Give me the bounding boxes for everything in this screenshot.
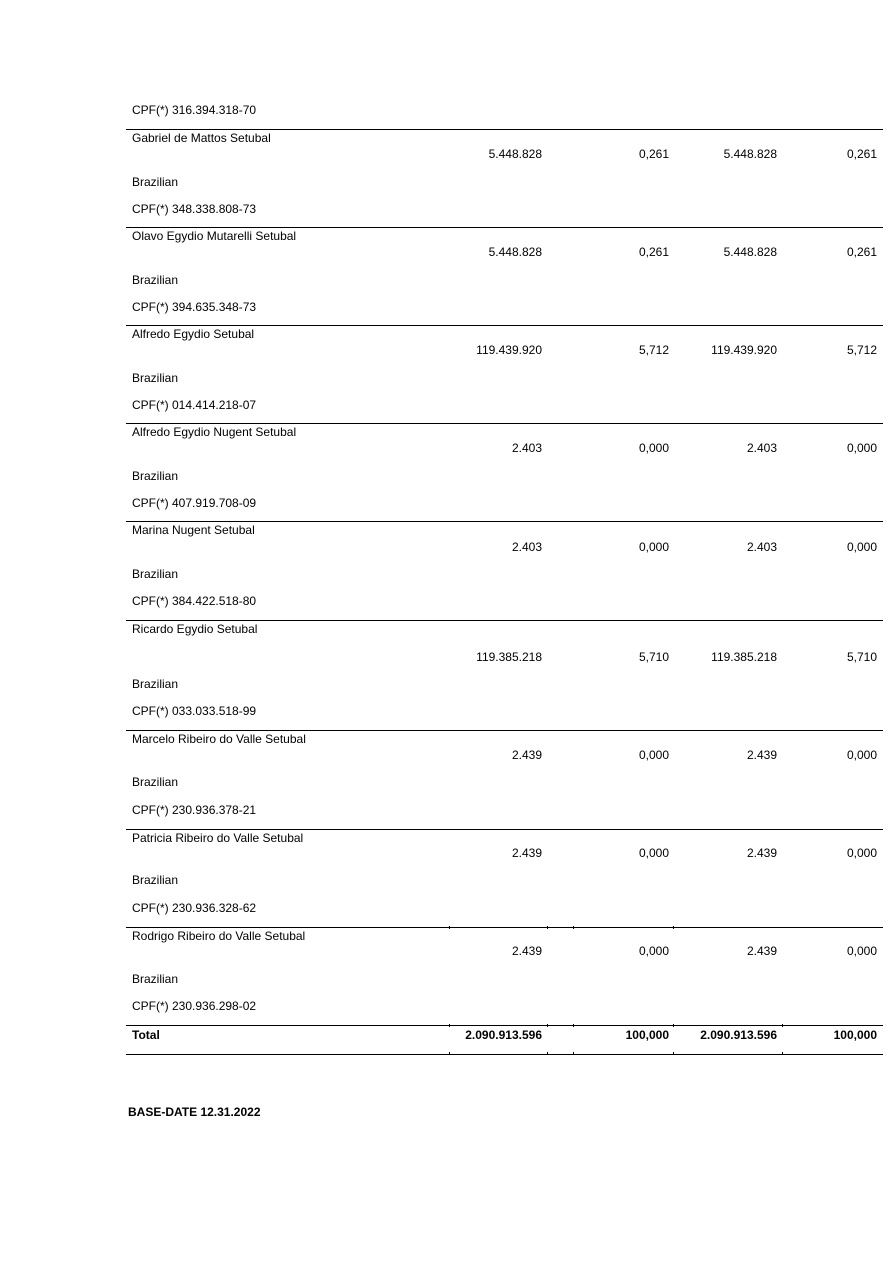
- total-percent: 5,712: [846, 343, 877, 357]
- total-percent: 5,710: [846, 650, 877, 664]
- common-percent: 0,261: [638, 245, 669, 259]
- total-percent: 0,261: [846, 147, 877, 161]
- shareholder-row: [126, 927, 883, 1025]
- cpf-number: CPF(*) 014.414.218-07: [132, 398, 257, 412]
- common-percent: 5,710: [638, 650, 669, 664]
- total-shares: 2.403: [746, 540, 777, 554]
- common-percent: 0,000: [638, 944, 669, 958]
- total-shares: 2.403: [746, 441, 777, 455]
- base-date: BASE-DATE 12.31.2022: [128, 1105, 261, 1119]
- common-percent: 0,000: [638, 748, 669, 762]
- shareholder-row: [126, 620, 883, 730]
- column-tick: [547, 1052, 548, 1055]
- cpf-number: CPF(*) 394.635.348-73: [132, 300, 257, 314]
- common-shares: 5.448.828: [488, 147, 542, 161]
- column-tick: [573, 1052, 574, 1055]
- nationality: Brazilian: [132, 972, 179, 986]
- nationality: Brazilian: [132, 873, 179, 887]
- total-common-shares: 2.090.913.596: [465, 1028, 542, 1042]
- nationality: Brazilian: [132, 371, 179, 385]
- cpf-number: CPF(*) 033.033.518-99: [132, 704, 257, 718]
- total-row: [126, 1025, 883, 1055]
- shareholder-name: Patricia Ribeiro do Valle Setubal: [132, 831, 304, 845]
- total-percent: 0,000: [846, 748, 877, 762]
- shareholder-row: [126, 129, 883, 227]
- cpf-number: CPF(*) 230.936.298-02: [132, 999, 257, 1013]
- cpf-number: CPF(*) 230.936.378-21: [132, 803, 257, 817]
- cpf-number: CPF(*) 348.338.808-73: [132, 202, 257, 216]
- shareholder-row: [126, 227, 883, 325]
- shareholder-row: [126, 325, 883, 423]
- nationality: Brazilian: [132, 175, 179, 189]
- shareholder-name: Alfredo Egydio Setubal: [132, 327, 255, 341]
- total-label: Total: [132, 1028, 160, 1042]
- shareholder-name: Alfredo Egydio Nugent Setubal: [132, 425, 297, 439]
- total-percent: 0,000: [846, 540, 877, 554]
- column-tick: [782, 1024, 783, 1027]
- column-tick: [449, 1024, 450, 1027]
- shareholder-name: Olavo Egydio Mutarelli Setubal: [132, 229, 297, 243]
- common-shares: 2.403: [511, 540, 542, 554]
- top-cpf: CPF(*) 316.394.318-70: [132, 103, 257, 117]
- shareholder-name: Marina Nugent Setubal: [132, 523, 255, 537]
- total-common-percent: 100,000: [625, 1028, 669, 1042]
- common-percent: 0,261: [638, 147, 669, 161]
- common-shares: 119.439.920: [476, 343, 542, 357]
- column-tick: [449, 926, 450, 929]
- common-shares: 2.439: [511, 944, 542, 958]
- column-tick: [673, 926, 674, 929]
- nationality: Brazilian: [132, 567, 179, 581]
- total-percent: 0,261: [846, 245, 877, 259]
- total-total-shares: 2.090.913.596: [700, 1028, 777, 1042]
- total-shares: 5.448.828: [723, 245, 777, 259]
- shareholder-row: [126, 829, 883, 927]
- shareholder-row: [126, 521, 883, 620]
- total-shares: 2.439: [746, 846, 777, 860]
- common-percent: 0,000: [638, 540, 669, 554]
- total-percent: 0,000: [846, 944, 877, 958]
- total-shares: 2.439: [746, 944, 777, 958]
- common-shares: 2.439: [511, 846, 542, 860]
- common-percent: 0,000: [638, 441, 669, 455]
- common-shares: 2.439: [511, 748, 542, 762]
- column-tick: [573, 1024, 574, 1027]
- common-percent: 0,000: [638, 846, 669, 860]
- common-shares: 119.385.218: [476, 650, 542, 664]
- total-percent: 0,000: [846, 441, 877, 455]
- total-percent: 0,000: [846, 846, 877, 860]
- shareholder-name: Rodrigo Ribeiro do Valle Setubal: [132, 929, 306, 943]
- common-shares: 5.448.828: [488, 245, 542, 259]
- shareholder-name: Gabriel de Mattos Setubal: [132, 131, 271, 145]
- nationality: Brazilian: [132, 677, 179, 691]
- column-tick: [673, 1024, 674, 1027]
- cpf-number: CPF(*) 384.422.518-80: [132, 594, 257, 608]
- shareholder-name: Marcelo Ribeiro do Valle Setubal: [132, 732, 306, 746]
- shareholder-row: [126, 423, 883, 521]
- total-shares: 2.439: [746, 748, 777, 762]
- column-tick: [547, 1024, 548, 1027]
- nationality: Brazilian: [132, 469, 179, 483]
- cpf-number: CPF(*) 230.936.328-62: [132, 901, 257, 915]
- nationality: Brazilian: [132, 273, 179, 287]
- total-total-percent: 100,000: [833, 1028, 877, 1042]
- total-shares: 119.439.920: [711, 343, 777, 357]
- shareholder-name: Ricardo Egydio Setubal: [132, 622, 258, 636]
- column-tick: [782, 1052, 783, 1055]
- nationality: Brazilian: [132, 775, 179, 789]
- column-tick: [673, 1052, 674, 1055]
- common-shares: 2.403: [511, 441, 542, 455]
- cpf-number: CPF(*) 407.919.708-09: [132, 496, 257, 510]
- shareholder-row: [126, 730, 883, 829]
- common-percent: 5,712: [638, 343, 669, 357]
- column-tick: [547, 926, 548, 929]
- total-shares: 119.385.218: [711, 650, 777, 664]
- column-tick: [573, 926, 574, 929]
- total-shares: 5.448.828: [723, 147, 777, 161]
- column-tick: [449, 1052, 450, 1055]
